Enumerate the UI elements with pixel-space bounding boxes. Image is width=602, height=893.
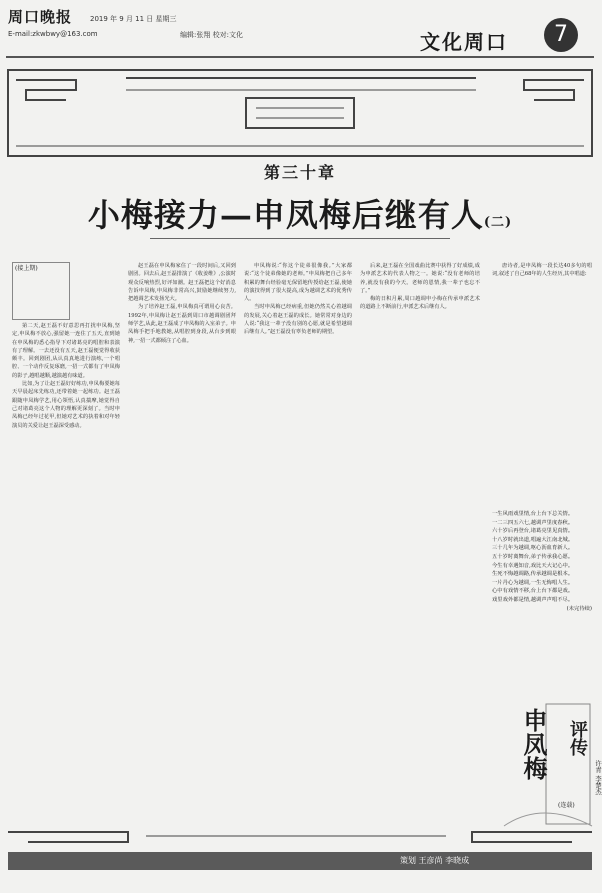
paper-name: 周口晚报 [8,8,73,26]
paragraph: 比如,为了让赵王磊好好练功,申凤梅要她每天早晨起床先练功,还带着她一起练功。赵王磊跟随申凤梅学艺,用心领悟,认真揣摩,她觉得自己对诸葛亮这个人物的理解更深刻了。当时申凤梅已经年过花甲,但她对艺术的执着和对年轻演员的关爱让赵王磊深受感动。 [12,381,120,429]
paragraph: 后来,赵王磊在全国戏曲比赛中获得了好成绩,成为申派艺术的代表人物之一。她说:“没有老师的培养,就没有我的今天。老师的恩情,我一辈子也忘不了。” [360,263,480,294]
serial-label-b: 评传 [567,720,588,756]
editor-line: 编辑:张翔 校对:文化 [180,31,243,39]
poem-block [492,510,592,613]
header-rule [6,56,594,58]
paragraph: 梅的日积月累,周口越调申小梅在传承申派艺术的道路上不断前行,申派艺术后继有人。 [360,296,480,311]
recap-label: (接上期) [15,265,38,272]
article-column-5 [492,262,592,502]
paragraph: 当时申凤梅已经病重,但她仍然关心着越调的发展,关心着赵王磊的成长。她常常对身边的人说:“我这一辈子没有别的心愿,就是希望越调后继有人。”赵王磊没有辜负老师的期望。 [244,304,352,336]
poem-line: 生死不悔越调路,传承越调是根本。 [492,571,574,578]
article-column-2 [128,262,236,842]
headline-part: (二) [483,215,513,230]
to-be-continued: (未完待续) [566,605,592,612]
poem-line: 三十几年为越调,呕心沥血育新人。 [492,545,574,552]
poem-line: 戏里戏外都是情,越调声声唱不尽。 [492,596,574,603]
page-number-badge: 7 [544,18,578,52]
paragraph: 赵王磊在申凤梅家住了一段时间后,又回到剧团。回去后,赵王磊排演了《收姜维》,公演时观众反响热烈,好评如潮。赵王磊把这个好消息告诉申凤梅,申凤梅非常高兴,鼓励她继续努力,把越调艺术发扬光大。 [128,263,236,303]
paragraph: 为了培养赵王磊,申凤梅真可谓用心良苦。1992年,申凤梅让赵王磊到周口市越调剧团拜师学艺,从此,赵王磊成了申凤梅的入室弟子。申凤梅手把手地教她,从唱腔到身段,从台步到眼神,一招一式都倾注了心血。 [128,304,236,344]
section-title: 文化周口 [420,30,508,54]
poem-intro: 唐诗者,是申凤梅一段长达40多句的唱词,叙述了自己68年的人生经历,其中唱道: [492,263,592,278]
article-headline [0,190,600,236]
footer-credits: 策划 王彦尚 李晓成 [400,856,470,865]
paragraph: 申凤梅说:“你这个徒弟很像我。”大家都说:“这个徒弟像她的老师。”申凤梅把自己多年积累的舞台经验毫无保留地传授给赵王磊,使她的演技得到了很大提高,成为越调艺术的优秀传人。 [244,263,352,303]
poem-line: 六十岁后再登台,诸葛亮里见真情。 [492,528,574,535]
article-column-4 [360,262,480,842]
serial-continuation: (连载) [558,802,575,809]
paragraph: 第二天,赵王磊不好意思再打扰申凤梅,坚定,申凤梅不放心,强留她一连住了五天,直到她在申凤梅的悉心指导下对诸葛亮的唱腔和表演有了理解。一去还没有五天,赵王磊便觉得收获颇丰。回到剧团,从认真真地进行演练,一个唱腔、一个动作反复琢磨,一招一式都有了申凤梅的影子,越唱越顺,越演越有味道。 [12,323,120,379]
poem-line: 十八岁时就出道,唱遍大江南北城。 [492,536,574,543]
contact-line: E-mail:zkwbwy@163.com [8,30,98,38]
poem-line: 心中有戏情不移,台上台下都是戏。 [492,588,574,595]
poem-line: 一生风雨戏里情,台上台下总关情。 [492,511,574,517]
chapter-heading: 第三十章 [263,163,336,182]
poem-line: 一二三四五六七,越调声里度春秋。 [492,519,574,526]
lattice-border-top [6,68,594,158]
poem-line: 五十岁时离舞台,弟子传承我心愿。 [492,553,574,560]
serial-label-a: 申凤梅 [519,708,548,780]
article-column-3 [244,262,352,842]
serial-author: 许青 李楚杰 [594,760,602,795]
headline-text: 小梅接力—申凤梅后继有人 [87,196,484,234]
title-rule [150,238,450,239]
article-column-1 [12,322,120,842]
date-line: 2019 年 9 月 11 日 星期三 [90,15,177,23]
page-header [0,0,600,62]
poem-line: 今生有幸遇知音,戏比天大记心中。 [492,562,574,569]
poem-line: 一片丹心为越调,一生无悔唱人生。 [492,579,574,586]
footer-bar [8,852,592,870]
recap-box [12,262,70,320]
